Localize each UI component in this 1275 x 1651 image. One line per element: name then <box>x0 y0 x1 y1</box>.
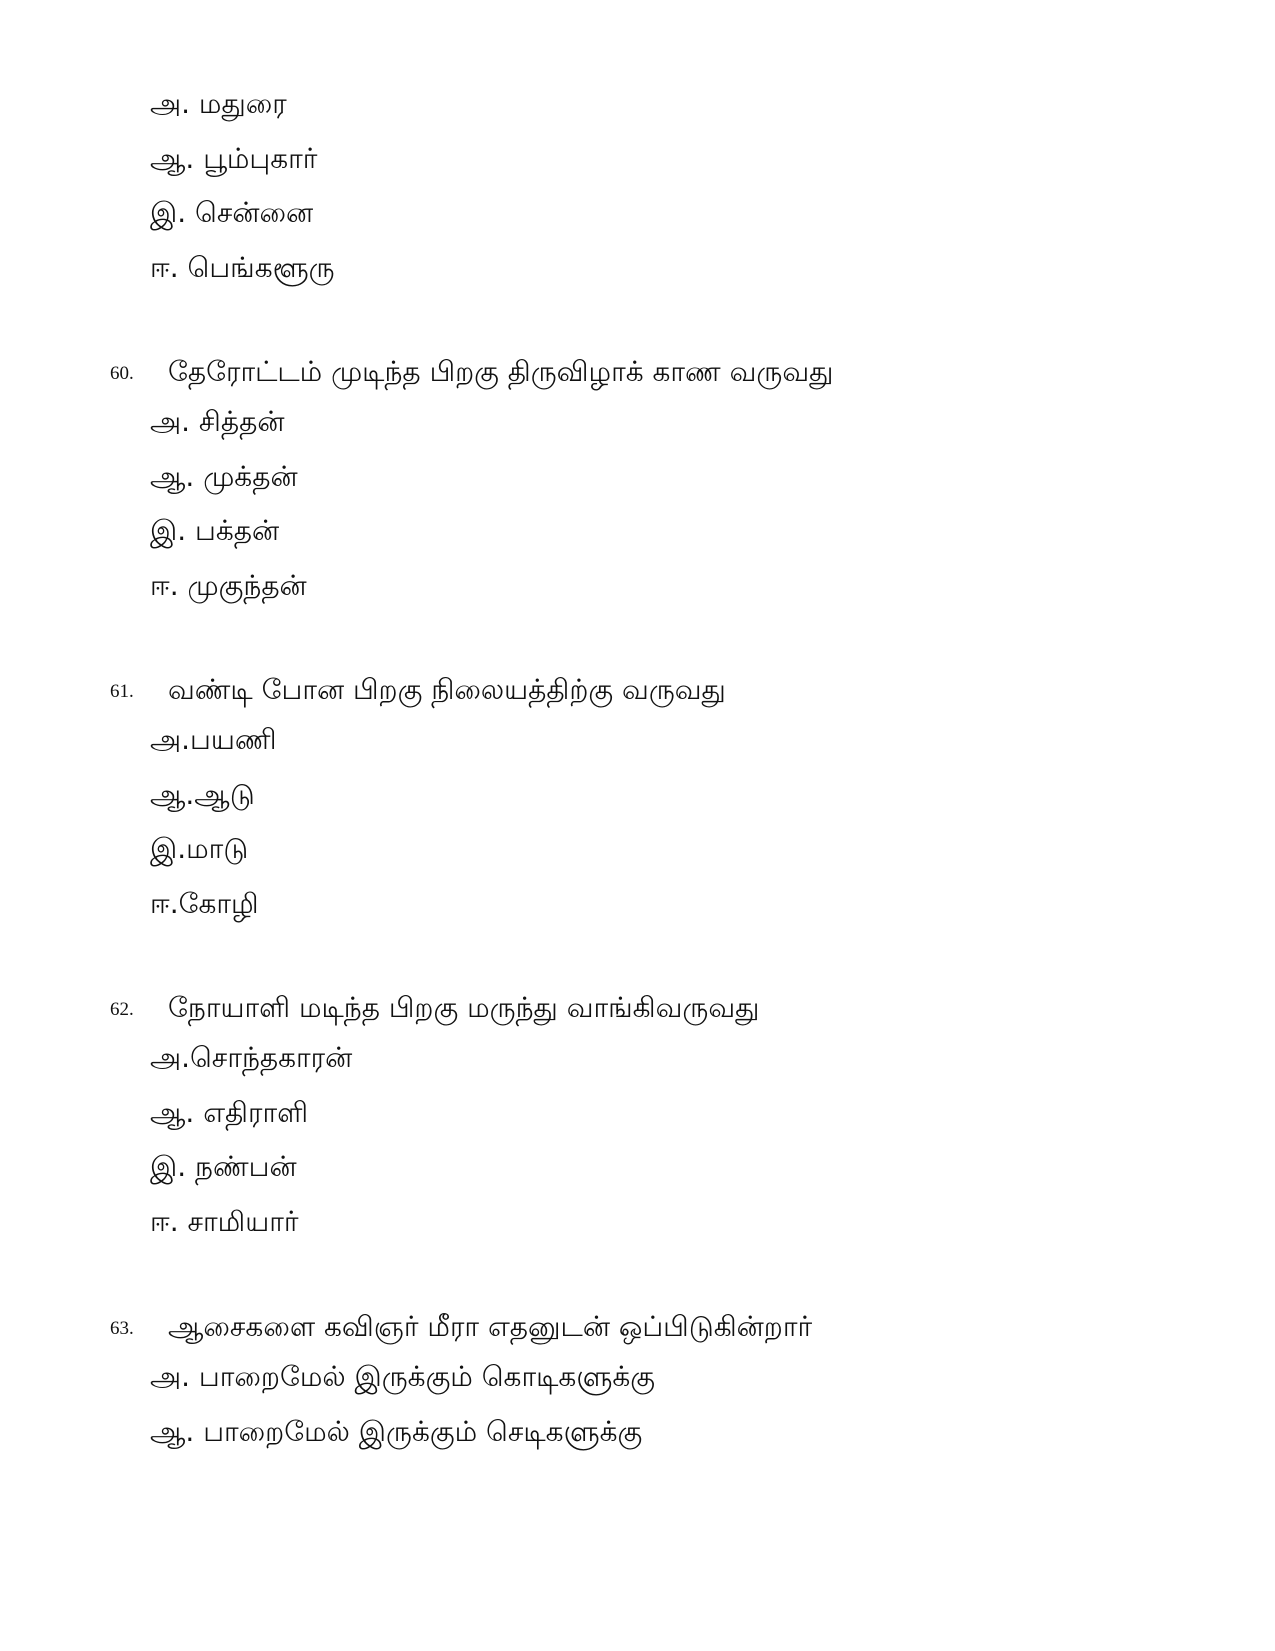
option-aa: ஆ. பூம்புகார் <box>150 142 318 175</box>
question-number: 60. <box>110 363 134 384</box>
option-ii: ஈ. பெங்களூரு <box>150 251 335 284</box>
option-aa: ஆ.ஆடு <box>150 778 255 811</box>
option-ii: ஈ.கோழி <box>150 887 259 920</box>
option-aa: ஆ. முக்தன் <box>150 460 298 493</box>
option-i: இ. சென்னை <box>150 196 314 229</box>
question-text: வண்டி போன பிறகு நிலையத்திற்கு வருவது <box>168 673 726 706</box>
option-a: அ.சொந்தகாரன் <box>150 1041 353 1074</box>
option-i: இ. நண்பன் <box>150 1150 297 1183</box>
question-number: 61. <box>110 681 134 702</box>
question-number: 63. <box>110 1318 134 1339</box>
question-text: ஆசைகளை கவிஞர் மீரா எதனுடன் ஒப்பிடுகின்றார் <box>168 1310 813 1343</box>
option-a: அ.பயணி <box>150 723 277 756</box>
option-i: இ.மாடு <box>150 832 249 865</box>
question-text: நோயாளி மடிந்த பிறகு மருந்து வாங்கிவருவது <box>168 991 760 1024</box>
question-number: 62. <box>110 999 134 1020</box>
option-ii: ஈ. முகுந்தன் <box>150 569 307 602</box>
option-aa: ஆ. பாறைமேல் இருக்கும் செடிகளுக்கு <box>150 1415 643 1448</box>
option-ii: ஈ. சாமியார் <box>150 1205 299 1238</box>
option-aa: ஆ. எதிராளி <box>150 1096 309 1129</box>
question-text: தேரோட்டம் முடிந்த பிறகு திருவிழாக் காண வருவது <box>168 355 834 388</box>
option-a: அ. பாறைமேல் இருக்கும் கொடிகளுக்கு <box>150 1360 656 1393</box>
option-i: இ. பக்தன் <box>150 514 280 547</box>
option-a: அ. மதுரை <box>150 87 287 120</box>
option-a: அ. சித்தன் <box>150 405 285 438</box>
